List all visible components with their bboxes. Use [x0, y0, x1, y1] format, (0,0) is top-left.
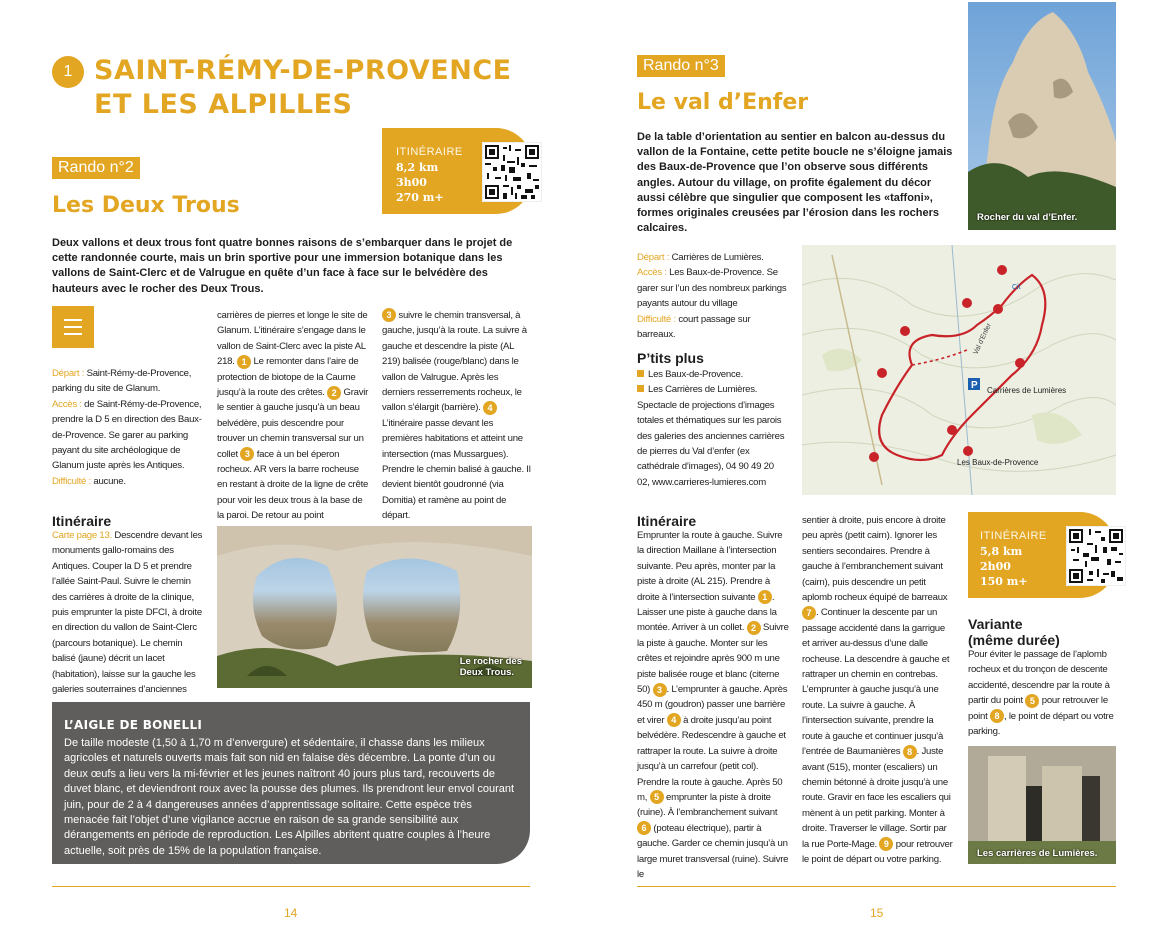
map-label-valdenfer: Val d’Enfer: [972, 322, 994, 356]
itinerary-text-right-col2: sentier à droite, puis encore à droite peu après (petit cairn). Ignorer les sentiers secondaires. Prendre à gauche à l’embranchement suivant (cairn), puis descendre un petit aplomb rocheux équipé de barreaux 7 . Continuer la descente par un passage accidenté dans la garrigue et arriver au-dessus d’une dalle rocheuse. La descendre à gauche et rattraper un chemin en contrebas. L’emprunter à gauche jusqu’à une route. La suivre à gauche. À l’intersection suivante, prendre la route à gauche et continuer jusqu’à l’entrée de Baumanières 8 . Juste avant (515), monter (escaliers) un chemin bétonné à droite jusqu’à une route. Gravir en face les escaliers qui mènent à un petit parking. Monter à droite. Traverser le village. Sortir par la rue Porte-Mage. 9 pour retrouver le point de départ ou votre parking.: [802, 515, 953, 865]
itinerary-label-right: ITINÉRAIRE: [980, 530, 1047, 542]
itinerary-box-left: [382, 128, 532, 214]
map-label-village: Les Baux-de-Provence: [957, 458, 1039, 467]
page-rule-right: [637, 886, 1116, 887]
itinerary-values-right: 5,8 km 2h00 150 m+: [980, 545, 1028, 588]
text-col3-left: 3 suivre le chemin transversal, à gauche, jusqu’à la route. La suivre à gauche et descendre la piste (AL 219) balisée (rouge/blanc) dans le vallon de Valrugue. Après les derniers resserrements rocheux, le vallon s’élargit (barrière). 4 L’itinéraire passe devant les premières habitations et atteint une intersection (mas Mussargues). Prendre le chemin balisé à gauche. Il devient bientôt goudronné (via Domitia) et ramène au point de départ.: [382, 310, 531, 522]
map-parking-label: P: [971, 380, 978, 391]
photo-carrieres-lumieres: [968, 746, 1116, 864]
itinerary-text-right-col1: Emprunter la route à gauche. Suivre la direction Maillane à l’intersection suivante. Peu après, monter par la piste à droite (AL 215). Prendre à droite à l’intersection suivante 1 . Laisser une piste à gauche dans la montée. Arriver à un collet. 2 Suivre la piste à gauche. Monter sur les crêtes et rejoindre après 900 m une piste balisée rouge et blanc (citerne 50) 3 . L’emprunter à gauche. Après 450 m (goudron) passer une barrière et virer 4 à droite jusqu’au point belvédère. Redescendre à gauche et rattraper la route. La suivre à droite jusqu’à un carrefour (petit col). Prendre la route à gauche. Après 50 m, 5 emprunter la piste à droite (ruine). À l’embranchement suivant 6 (poteau électrique), partir à gauche. Garder ce chemin jusqu’à un large muret transversal (ruine). Suivre le: [637, 530, 789, 880]
hike-title-right: Le val d’Enfer: [637, 90, 809, 115]
variante-heading: Variante (même durée): [968, 616, 1060, 648]
intro-text-right: De la table d’orientation au sentier en balcon au-dessus du vallon de la Fontaine, cette petite boucle ne s’éloigne jamais des Baux-de-Provence que l’on observe sous différents angles. Autour du village, on profite également du décor aussi célèbre que singulier que composent les «taffoni», formes originales creusées par l’érosion dans les rochers calcaires.: [637, 131, 953, 235]
itinerary-heading-left: Itinéraire: [52, 513, 112, 529]
page-number-right: 15: [870, 906, 884, 920]
page-rule-left: [52, 886, 530, 887]
photo-caption-carrieres: Les carrières de Lumières.: [977, 848, 1098, 859]
menu-icon[interactable]: [52, 306, 94, 348]
ptits-plus-list: Les Baux-de-Provence. Les Carrières de Lumières. Spectacle de projections d’images totales et thématiques sur les parois des galeries des anciennes carrières de pierres du Val d’enfer (ex cathédrale d’images), 04 90 49 20 02, www.carrieres-lumieres.com: [637, 369, 785, 488]
rando-tag-left: Rando n°2: [52, 157, 140, 179]
route-map[interactable]: [802, 245, 1116, 495]
quarry-icon: [968, 746, 1116, 864]
ptits-plus-heading: P’tits plus: [637, 350, 704, 366]
itinerary-text-left: Carte page 13. Descendre devant les monuments gallo-romains des Antiques. Couper la D 5 et prendre l’allée Saint-Paul. Suivre le chemin des carrières à droite de la clinique, puis emprunter la piste DFCI, à droite en direction du vallon de Saint-Clerc (parcours botanique). Le chemin balisé (jaune) décrit un lacet (habitation), laisse sur la gauche les galeries souterraines d’anciennes: [52, 530, 203, 696]
chapter-number: 1: [63, 63, 73, 80]
qr-code-icon[interactable]: [482, 142, 542, 202]
itinerary-label: ITINÉRAIRE: [396, 146, 463, 158]
rock-cliff-icon: [968, 2, 1116, 230]
map-label-carrieres: Carrières de Lumières: [987, 386, 1067, 395]
info-block-right: Départ : Carrières de Lumières. Accès : Les Baux-de-Provence. Se garer sur l’un des nombreux parkings payants autour du village Difficulté : court passage sur barreaux.: [637, 252, 787, 341]
variante-text: Pour éviter le passage de l’aplomb rocheux et du tronçon de descente accidenté, descendre par la route à partir du point 5 pour retrouver le point 8 , le point de départ ou votre parking.: [968, 649, 1114, 738]
chapter-title: SAINT-RÉMY-DE-PROVENCE ET LES ALPILLES: [94, 55, 512, 120]
photo-rocher-val-enfer: [968, 2, 1116, 230]
hike-title-left: Les Deux Trous: [52, 193, 240, 218]
photo-deux-trous: [217, 526, 532, 688]
qr-code-icon[interactable]: [1066, 526, 1126, 586]
itinerary-box-right: [968, 512, 1116, 598]
bonelli-title: L’AIGLE DE BONELLI: [64, 718, 203, 732]
rando-tag-right: Rando n°3: [637, 55, 725, 77]
photo-caption-rocher: Rocher du val d’Enfer.: [977, 212, 1078, 223]
bonelli-box: [52, 702, 530, 864]
info-block-left: Départ : Saint-Rémy-de-Provence, parking du site de Glanum. Accès : de Saint-Rémy-de-Provence, prendre la D 5 en direction des Baux-de-Provence. Se garer au parking payant du site archéologique de Glanum juste après les Antiques. Difficulté : aucune.: [52, 368, 202, 487]
intro-text-left: Deux vallons et deux trous font quatre bonnes raisons de s’embarquer dans le projet de cette randonnée courte, mais un brin sportive pour une immersion botanique dans les vallons de Saint-Clerc et de Valrugue en quête d’un face à face sur le belvédère des hauteurs avec le rocher des Deux Trous.: [52, 237, 513, 295]
bonelli-text: De taille modeste (1,50 à 1,70 m d’envergure) et sédentaire, il chasse dans les milieux agricoles et naturels ouverts mais fait son nid en falaise dès décembre. La ponte d’un ou deux œufs a lieu vers la mi-février et les jeunes naîtront 40 jours plus tard, recouverts de duvet blanc, et deviendront roux avec la pousse des plumes. Ils prendront leur envol courant juin, pour de 2 à 4 dangereuses années d’apprentissage solitaire. Cette espèce très menacée fait l’objet d’une vigilance accrue en raison de sa grande sensibilité aux dérangements en période de reproduction. Les Alpilles abritent quatre couples à l’heure actuelle, soit près de 15% de la population française.: [64, 737, 515, 857]
chapter-number-circle: [52, 56, 84, 88]
page-number-left: 14: [284, 906, 298, 920]
itinerary-heading-right: Itinéraire: [637, 513, 697, 529]
text-col2-left: carrières de pierres et longe le site de Glanum. L’itinéraire s’engage dans le vallon de Saint-Clerc avec la piste AL 218. 1 Le remonter dans l’aire de protection de biotope de la Caume jusqu’à la route des crêtes. 2 Gravir le sentier à gauche jusqu’à un beau belvédère, puis descendre pour trouver un chemin transversal sur un collet 3 face à un bel éperon rocheux. AR vers la barre rocheuse en restant à droite de la ligne de crête pour voir les deux trous à la base de la paroi. De retour au point: [217, 310, 369, 522]
photo-caption-deux-trous: Le rocher des Deux Trous.: [459, 656, 522, 678]
map-label-cit: Cit: [1012, 284, 1021, 291]
itinerary-values: 8,2 km 3h00 270 m+: [396, 161, 444, 204]
